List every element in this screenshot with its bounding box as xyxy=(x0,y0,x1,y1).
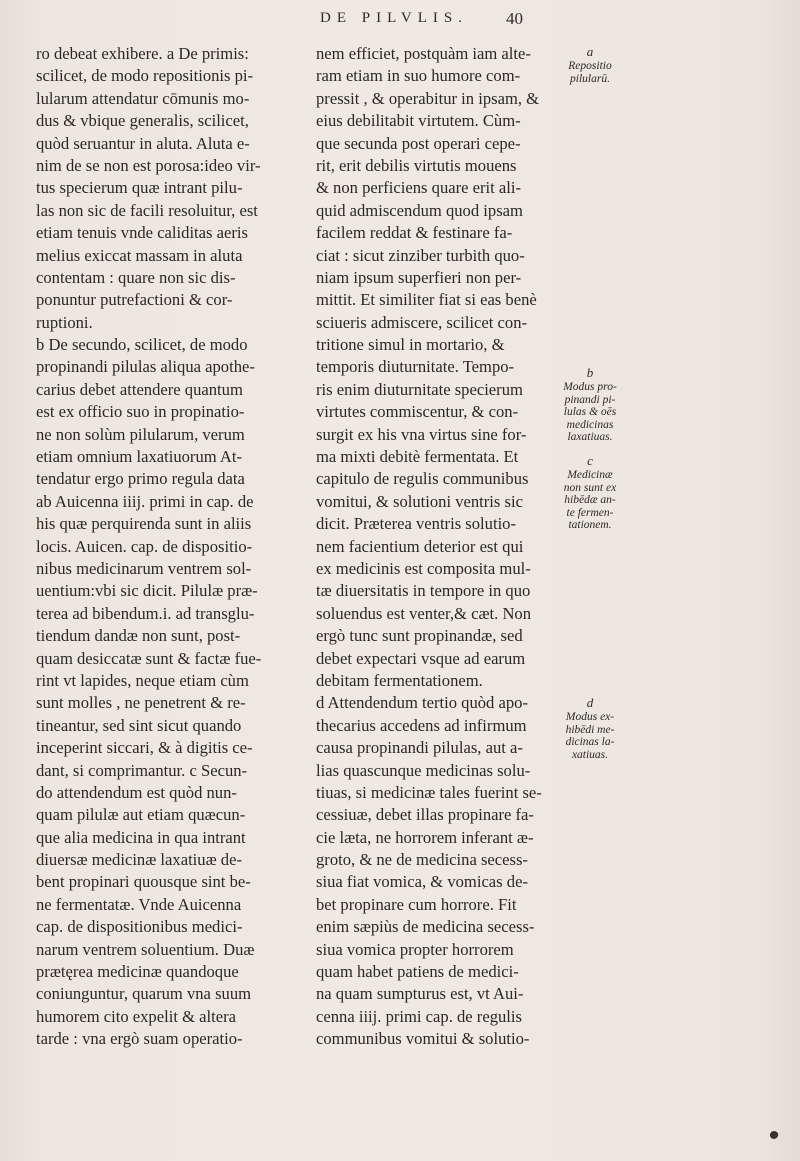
margin-note-letter: c xyxy=(587,453,593,468)
text-line: facilem reddat & festinare fa- xyxy=(316,223,513,243)
margin-note-letter: d xyxy=(586,695,594,710)
margin-note-line: medicinas xyxy=(566,418,614,431)
text-line: nem efficiet, postquàm iam alte- xyxy=(316,44,531,63)
text-line: rit, erit debilis virtutis mouens xyxy=(316,155,517,175)
text-line: etiam omnium laxatiuorum At- xyxy=(36,447,243,467)
text-line: tarde : vna ergò suam operatio- xyxy=(36,1029,243,1049)
text-line: nem facientium deterior est qui xyxy=(316,536,524,556)
text-line: lias quascunque medicinas solu- xyxy=(316,760,531,780)
margin-note-line: Modus ex- xyxy=(565,711,615,723)
margin-note-b xyxy=(548,365,632,444)
text-line: ruptioni. xyxy=(36,312,93,332)
page-header xyxy=(0,10,800,36)
margin-note-line: pinandi pi- xyxy=(564,393,616,406)
text-line: niam ipsum superfieri non per- xyxy=(316,267,522,287)
page-number: 40 xyxy=(506,9,523,28)
text-line: debitam fermentationem. xyxy=(316,670,483,690)
text-line: ma mixti debitè fermentata. Et xyxy=(316,447,519,467)
margin-note-line: hibēdi me- xyxy=(565,723,615,736)
text-line: groto, & ne de medicina secess- xyxy=(316,850,528,870)
text-line: quam pilulæ aut etiam quæcun- xyxy=(36,805,246,825)
text-line: que secunda post operari cepe- xyxy=(316,133,521,153)
text-line: ne non solùm pilularum, verum xyxy=(36,424,245,444)
margin-note-line: te fermen- xyxy=(566,506,614,519)
margin-note-letter: b xyxy=(586,365,594,380)
text-line: contentam : quare non sic dis- xyxy=(36,267,236,287)
margin-note-line: hibēdæ an- xyxy=(564,494,616,506)
text-line: que alia medicina in qua intrant xyxy=(36,827,246,847)
text-line: b De secundo, scilicet, de modo xyxy=(36,335,248,355)
text-line: quid admiscendum quod ipsam xyxy=(316,200,523,220)
text-line: d Attendendum tertio quòd apo- xyxy=(316,693,528,713)
margin-note-line: non sunt ex xyxy=(563,481,617,494)
text-line: do attendendum est quòd nun- xyxy=(36,782,237,802)
text-line: nibus medicinarum ventrem sol- xyxy=(36,558,252,578)
text-line: enim sæpiùs de medicina secess- xyxy=(316,917,535,937)
margin-note-line: lulas & oēs xyxy=(563,406,617,418)
text-line: tineantur, sed sint sicut quando xyxy=(36,715,242,735)
text-line: dant, si comprimantur. c Secun- xyxy=(36,760,248,780)
ink-blot xyxy=(769,1130,780,1141)
margin-note-line: Medicinæ xyxy=(567,469,613,481)
text-line: dicit. Præterea ventris solutio- xyxy=(316,514,517,534)
text-line: coniunguntur, quarum vna suum xyxy=(36,984,252,1004)
text-line: bent propinari quousque sint be- xyxy=(36,872,251,892)
text-line: rint vt lapides, neque etiam cùm xyxy=(36,670,249,690)
text-line: virtutes commiscentur, & con- xyxy=(316,402,519,422)
margin-note-line: dicinas la- xyxy=(565,736,615,748)
text-line: tiendum dandæ non sunt, post- xyxy=(36,626,241,646)
text-line: thecarius accedens ad infirmum xyxy=(316,715,527,735)
text-line: uentium:vbi sic dicit. Pilulæ præ- xyxy=(36,581,258,601)
text-line: sunt molles , ne penetrent & re- xyxy=(36,693,246,713)
margin-note-line: Repositio xyxy=(568,60,612,72)
text-line: ab Auicenna iiij. primi in cap. de xyxy=(36,491,254,511)
text-line: melius exiccat massam in aluta xyxy=(36,245,243,265)
text-line: na quam sumpturus est, vt Aui- xyxy=(316,984,524,1004)
text-line: temporis diuturnitate. Tempo- xyxy=(316,357,515,377)
text-line: est ex officio suo in propinatio- xyxy=(36,402,245,422)
text-line: pressit , & operabitur in ipsam, & xyxy=(316,88,540,108)
margin-note-line: Modus pro- xyxy=(563,381,617,393)
text-line: ex medicinis est composita mul- xyxy=(316,558,531,578)
margin-note-line: tationem. xyxy=(568,519,612,531)
text-line: cessiuæ, debet illas propinare fa- xyxy=(316,805,534,825)
text-line: carius debet attendere quantum xyxy=(36,379,243,399)
text-line: ciat : sicut zinziber turbith quo- xyxy=(316,245,525,265)
text-line: ne fermentatæ. Vnde Auicenna xyxy=(36,894,242,914)
text-line: ris enim diuturnitate specierum xyxy=(316,379,523,399)
text-line: eius debilitabit virtutem. Cùm- xyxy=(316,111,521,131)
text-line: prætęrea medicinæ quandoque xyxy=(36,962,239,982)
text-line: bet propinare cum horrore. Fit xyxy=(316,894,517,914)
text-line: nim de se non est porosa:ideo vir- xyxy=(36,155,261,175)
text-line: scilicet, de modo repositionis pi- xyxy=(36,66,254,86)
text-line: dus & vbique generalis, scilicet, xyxy=(36,111,249,131)
text-line: ro debeat exhibere. a De primis: xyxy=(36,44,249,63)
margin-note-line: laxatiuas. xyxy=(567,431,613,443)
margin-note-d xyxy=(548,695,632,761)
text-line: diuersæ medicinæ laxatiuæ de- xyxy=(36,850,242,870)
text-line: communibus vomitui & solutio- xyxy=(316,1029,530,1049)
text-line: propinandi pilulas aliqua apothe- xyxy=(36,357,255,377)
text-line: soluendus est venter,& cæt. Non xyxy=(316,603,532,623)
text-line: cie læta, ne horrorem inferant æ- xyxy=(316,827,534,847)
text-line: debet expectari vsque ad earum xyxy=(316,648,526,668)
text-line: narum ventrem soluentium. Duæ xyxy=(36,939,255,959)
margin-note-letter: a xyxy=(586,44,594,59)
text-line: causa propinandi pilulas, aut a- xyxy=(316,738,523,758)
text-line: mittit. Et similiter fiat si eas benè xyxy=(316,290,537,310)
text-line: ponuntur putrefactioni & cor- xyxy=(36,290,233,310)
margin-note-c xyxy=(548,453,632,532)
text-line: capitulo de regulis communibus xyxy=(316,469,529,489)
text-line: & non perficiens quare erit ali- xyxy=(316,178,522,198)
text-line: tus specierum quæ intrant pilu- xyxy=(36,178,243,198)
margin-note-line: xatiuas. xyxy=(571,748,609,761)
text-line: quam desiccatæ sunt & factæ fue- xyxy=(36,648,262,668)
text-line: sciueris admiscere, scilicet con- xyxy=(316,312,528,332)
right-text-column xyxy=(316,43,542,1051)
text-line: quam habet patiens de medici- xyxy=(316,962,519,982)
text-line: surgit ex his vna virtus sine for- xyxy=(316,424,527,444)
text-line: las non sic de facili resoluitur, est xyxy=(36,200,258,220)
text-line: vomitui, & solutioni ventris sic xyxy=(316,491,523,511)
text-line: tritione simul in mortario, & xyxy=(316,335,505,355)
text-line: tiuas, si medicinæ tales fuerint se- xyxy=(316,782,542,802)
text-line: quòd seruantur in aluta. Aluta e- xyxy=(36,133,250,153)
margin-note-a xyxy=(548,44,632,85)
left-text-column xyxy=(36,43,308,1051)
text-line: cenna iiij. primi cap. de regulis xyxy=(316,1006,522,1026)
text-line: cap. de dispositionibus medici- xyxy=(36,917,243,937)
text-line: inceperint siccari, & à digitis ce- xyxy=(36,738,253,758)
text-line: tendatur ergo primo regula data xyxy=(36,469,245,489)
text-line: his quæ perquirenda sunt in aliis xyxy=(36,514,252,534)
text-line: locis. Auicen. cap. de dispositio- xyxy=(36,536,253,556)
text-line: terea ad bibendum.i. ad transglu- xyxy=(36,603,255,623)
text-line: siua fiat vomica, & vomicas de- xyxy=(316,872,528,892)
text-line: siua vomica propter horrorem xyxy=(316,939,514,959)
text-line: tæ diuersitatis in tempore in quo xyxy=(316,581,531,601)
text-line: lularum attendatur cōmunis mo- xyxy=(36,88,250,108)
text-line: ram etiam in suo humore com- xyxy=(316,66,521,86)
text-line: humorem cito expelit & altera xyxy=(36,1006,236,1026)
text-line: etiam tenuis vnde caliditas aeris xyxy=(36,223,248,243)
running-title: DE PILVLIS. xyxy=(320,10,468,26)
text-line: ergò tunc sunt propinandæ, sed xyxy=(316,626,523,646)
margin-note-line: pilularū. xyxy=(570,72,610,85)
